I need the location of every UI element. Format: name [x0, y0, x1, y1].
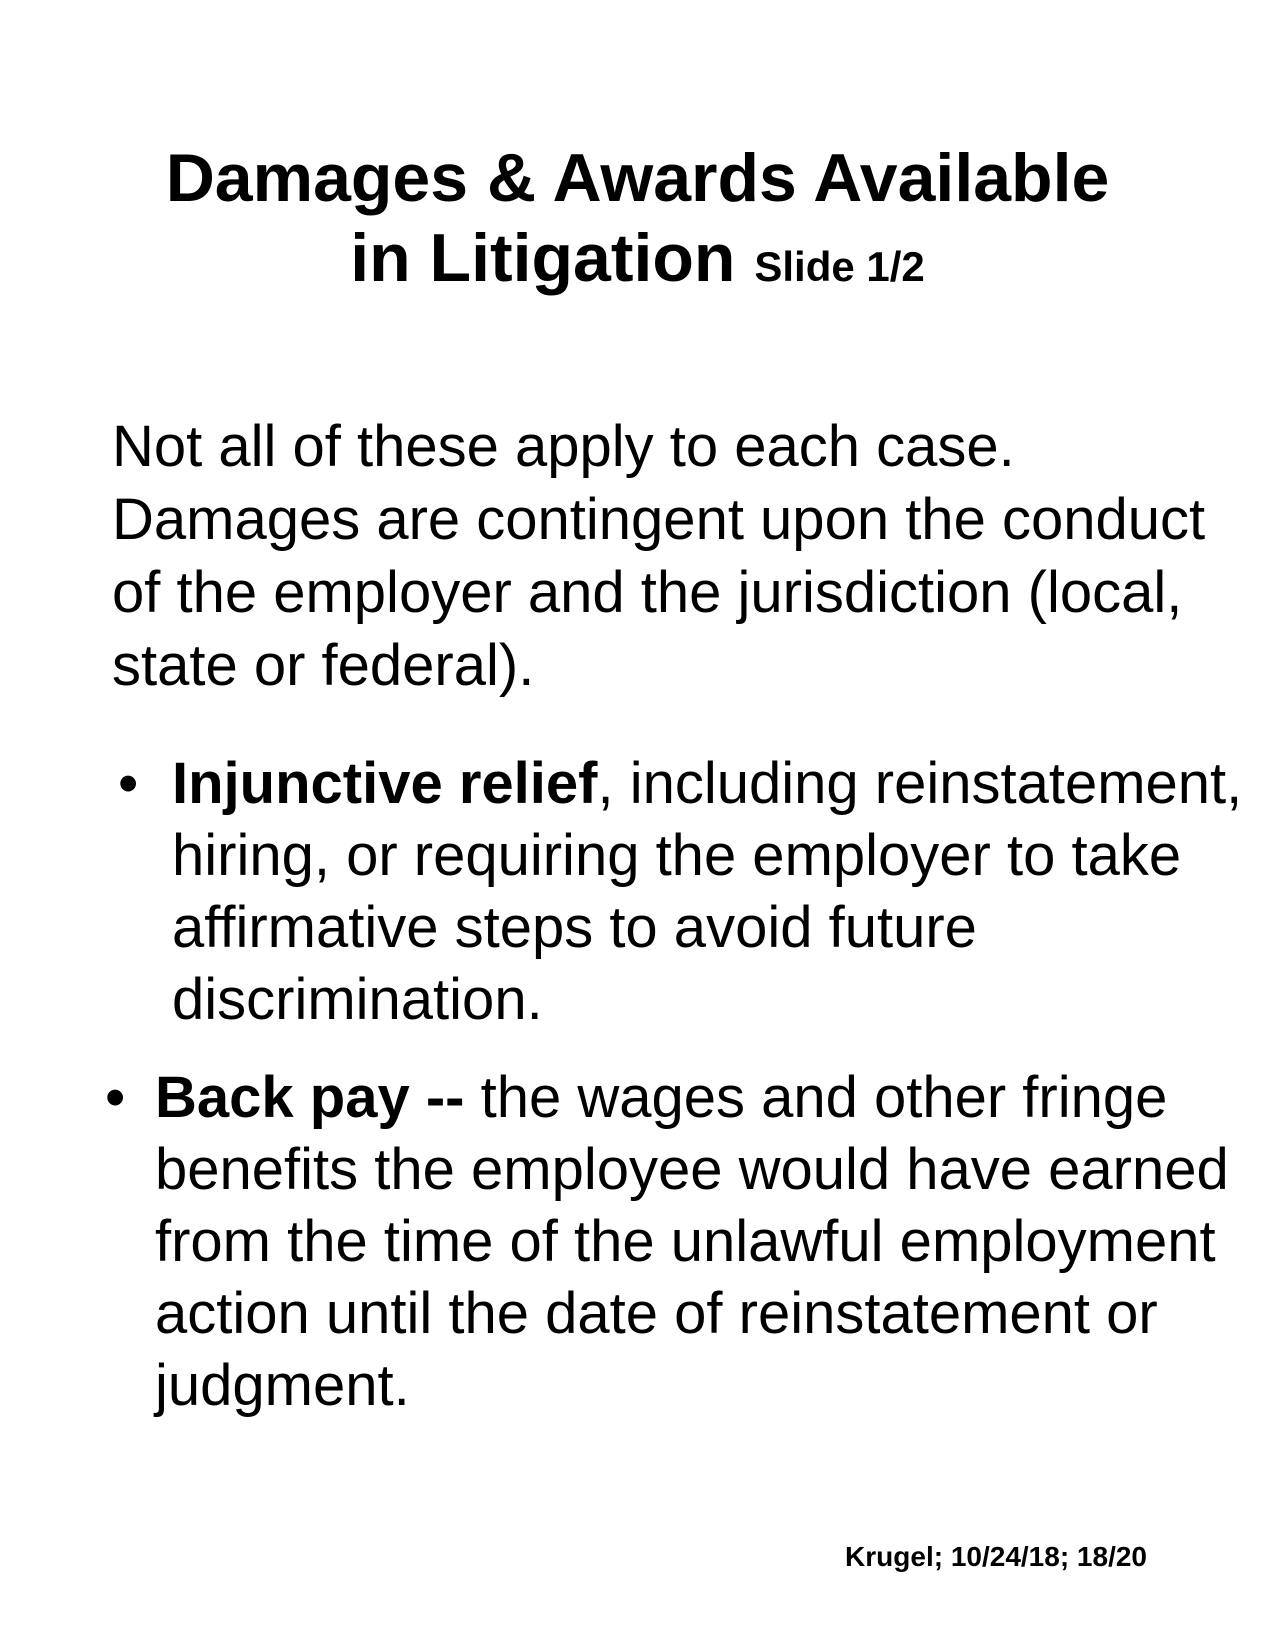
bullet-term: Injunctive relief [172, 751, 598, 816]
footer-citation: Krugel; 10/24/18; 18/20 [845, 1541, 1147, 1572]
slide-number: Slide 1/2 [754, 243, 925, 290]
page-title [0, 138, 1275, 307]
bullet-description: , including reinstatement, hiring, or requiring the employer to take affirmative steps to avoid future discrimination. [172, 751, 1243, 1032]
bullet-description: the wages and other fringe benefits the employee would have earned from the time of the unlawful employment action until the date of reinstatement or judgment. [155, 1065, 1229, 1418]
bullet-term: Back pay -- [155, 1065, 465, 1130]
intro-paragraph: Not all of these apply to each case. Damages are contingent upon the conduct of the employer and the jurisdiction (local, state or federal). [112, 414, 1206, 698]
title-line-2: in Litigation [350, 220, 736, 296]
bullet-injunctive-relief [118, 748, 1252, 1036]
title-line-1: Damages & Awards Available [165, 140, 1110, 216]
bullet-marker: • [118, 751, 139, 816]
bullet-back-pay [105, 1062, 1255, 1422]
bullet-marker: • [105, 1065, 126, 1130]
